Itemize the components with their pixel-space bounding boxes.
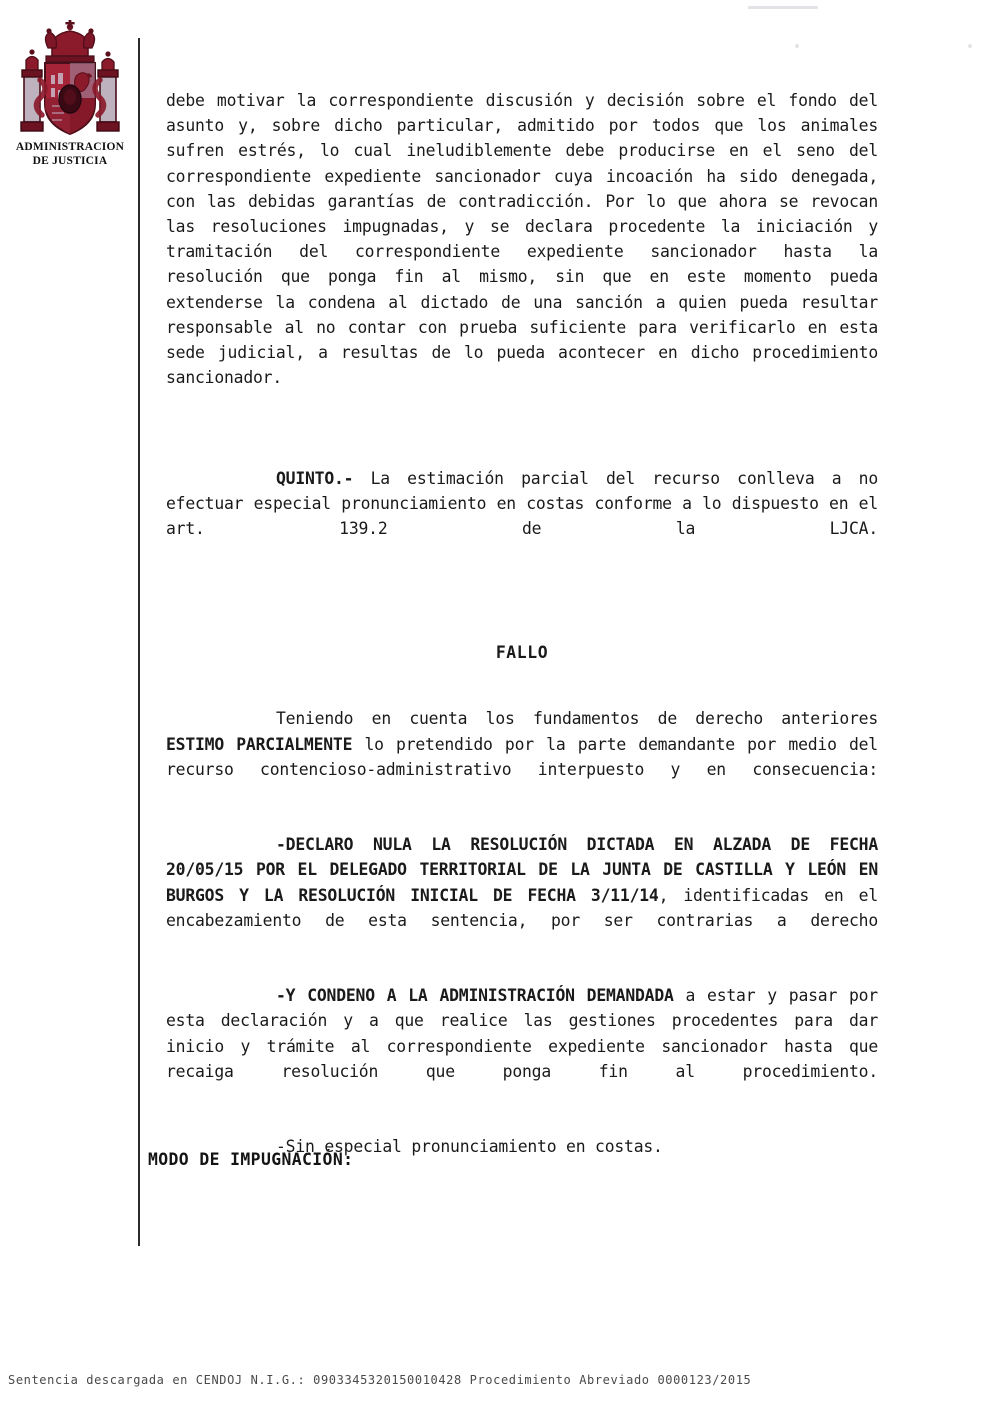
paragraph-fallo-intro bbox=[166, 706, 878, 807]
condeno-text: -Y CONDENO A LA ADMINISTRACIÓN DEMANDADA bbox=[276, 986, 674, 1006]
fallo-intro-part1: Teniendo en cuenta los fundamentos de derecho anteriores bbox=[276, 709, 878, 729]
scan-artifact bbox=[795, 44, 799, 48]
letterhead-caption-line1: ADMINISTRACION bbox=[15, 141, 125, 153]
letterhead bbox=[0, 18, 140, 168]
letterhead-caption bbox=[0, 141, 140, 168]
declaro-nula-text: -DECLARO NULA LA RESOLUCIÓN DICTADA EN ALZADA DE FECHA 20/05/15 POR EL DELEGADO TERRITORIAL DE LA JUNTA DE CASTILLA Y LEÓN EN BURGOS Y LA RESOLUCIÓN INICIAL DE FECHA 3/11/14 bbox=[166, 835, 878, 905]
scan-footer bbox=[8, 1373, 752, 1396]
quinto-label: QUINTO.- bbox=[276, 468, 354, 488]
fallo-intro-part2: lo pretendido por la parte demandante por medio del recurso contencioso-administrativo interpuesto y en consecuencia: bbox=[166, 734, 878, 779]
condeno-rest: a estar y pasar por esta declaración y a que realice las gestiones procedentes para dar inicio y trámite al correspondiente expediente sancionador hasta que recaiga resolución que ponga fin al procedimiento. bbox=[166, 986, 878, 1081]
costas-spacer bbox=[166, 1109, 878, 1134]
paragraph-quinto bbox=[166, 466, 878, 567]
declaro-spacer bbox=[166, 807, 878, 832]
condeno-spacer bbox=[166, 958, 878, 983]
paragraph-spacer bbox=[166, 416, 878, 466]
letterhead-caption-line2: DE JUSTICIA bbox=[32, 154, 108, 167]
paragraph-continuation: debe motivar la correspondiente discusión y decisión sobre el fondo del asunto y, sobre dicho particular, admitido por todos que los animales sufren estrés, lo cual ineludiblemente debe producirse en el seno del correspondiente expediente sancionador cuya incoación ha sido denegada, con las debidas garantías de contradicción. Por lo que ahora se revocan las resoluciones impugnadas, y se declara procedente la iniciación y tramitación del correspondiente expediente sancionador hasta la resolución que ponga fin al mismo, sin que en este momento pueda extenderse la condena al dictado de una sanción a quien pueda resultar responsable al no contar con prueba suficiente para verificarlo en esta sede judicial, a resultas de lo pueda acontecer en dicho procedimiento sancionador. bbox=[166, 91, 878, 388]
coat-of-arms-icon bbox=[12, 18, 128, 140]
quinto-text: La estimación parcial del recurso conlleva a no efectuar especial pronunciamiento en costas conforme a lo dispuesto en el art. 139.2 de la LJCA. bbox=[166, 468, 878, 539]
declaro-nula-rest: , identificadas en el encabezamiento de esta sentencia, por ser contrarias a derecho bbox=[166, 885, 878, 930]
paragraph-declaro-nula bbox=[166, 832, 878, 958]
fallo-heading: FALLO bbox=[495, 642, 549, 662]
fallo-spacer bbox=[166, 566, 878, 623]
fallo-heading-spacer bbox=[166, 681, 878, 706]
impugnacion-heading: MODO DE IMPUGNACIÓN: bbox=[148, 1150, 354, 1169]
margin-rule bbox=[138, 38, 140, 1246]
scan-footer-text: Sentencia descargada en CENDOJ N.I.G.: 0903345320150010428 Procedimiento Abreviado 0000123/2015 bbox=[8, 1373, 752, 1387]
scan-artifact bbox=[748, 6, 818, 9]
scan-artifact bbox=[968, 44, 972, 48]
estimo-parcialmente: ESTIMO PARCIALMENTE bbox=[166, 734, 353, 754]
paragraph-condeno bbox=[166, 983, 878, 1109]
paragraph-costas: -Sin especial pronunciamiento en costas. bbox=[276, 1137, 663, 1157]
document-body bbox=[166, 88, 878, 1159]
